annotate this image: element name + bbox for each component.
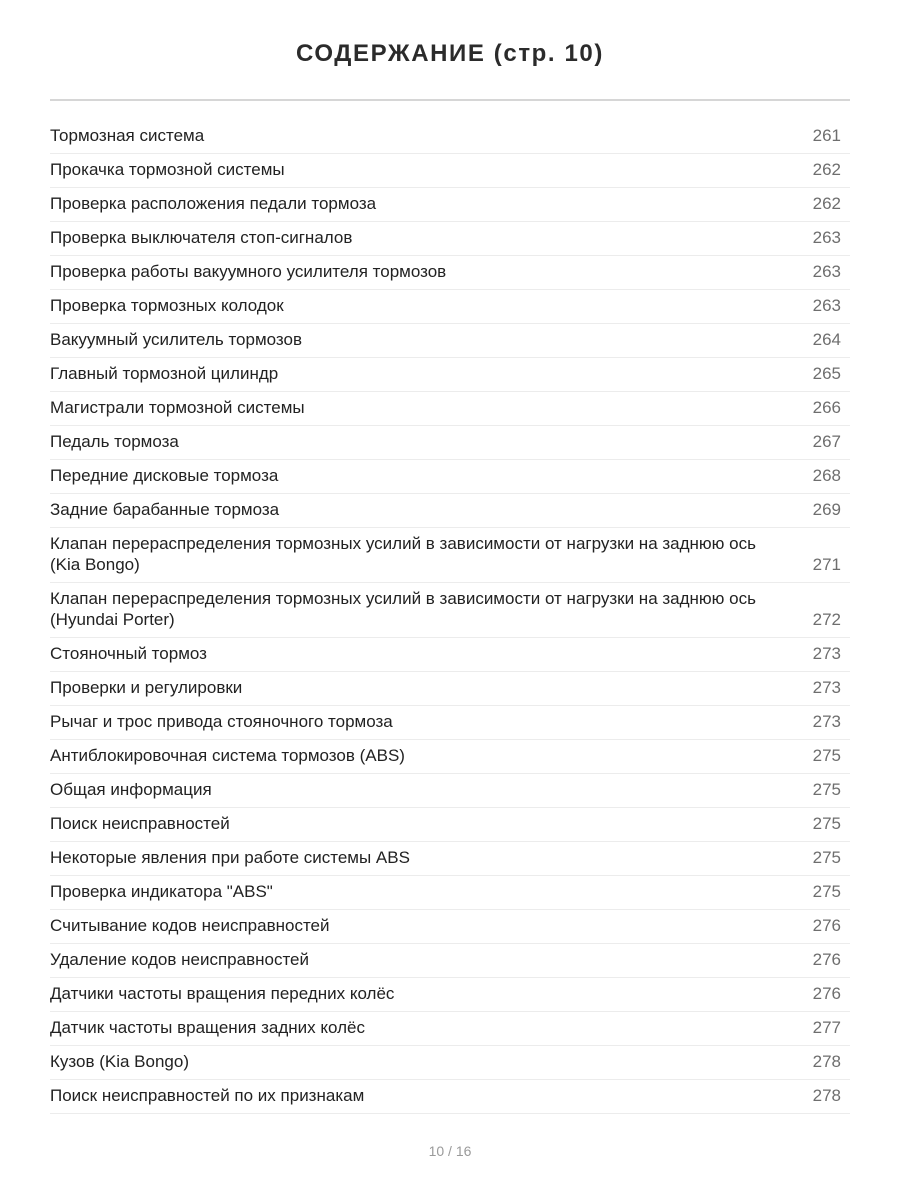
toc-entry[interactable] xyxy=(50,460,850,494)
toc-entry[interactable] xyxy=(50,672,850,706)
toc-entry-page: 263 xyxy=(812,262,841,281)
toc-entry-page: 275 xyxy=(812,848,841,867)
toc-entry[interactable] xyxy=(50,120,850,154)
toc-entry-page: 262 xyxy=(812,160,841,179)
toc-entry-title: Поиск неисправностей xyxy=(50,814,230,833)
toc-entry-title: Магистрали тормозной системы xyxy=(50,398,305,417)
toc-entry-title: Стояночный тормоз xyxy=(50,644,207,663)
toc-entry-title: Проверка расположения педали тормоза xyxy=(50,194,377,213)
toc-entry[interactable] xyxy=(50,188,850,222)
toc-entry[interactable] xyxy=(50,944,850,978)
toc-entry-title: Тормозная система xyxy=(50,126,205,145)
toc-entry[interactable] xyxy=(50,528,850,583)
toc-entry-title: Общая информация xyxy=(50,780,212,799)
toc-entry[interactable] xyxy=(50,740,850,774)
toc-entry[interactable] xyxy=(50,808,850,842)
toc-entry[interactable] xyxy=(50,583,850,638)
toc-entry[interactable] xyxy=(50,978,850,1012)
toc-entry[interactable] xyxy=(50,706,850,740)
toc-entry-title: Проверка индикатора "ABS" xyxy=(50,882,273,901)
toc-entry-title: Прокачка тормозной системы xyxy=(50,160,285,179)
toc-entry-page: 269 xyxy=(812,500,841,519)
toc-entry-page: 276 xyxy=(812,950,841,969)
toc-entry-page: 273 xyxy=(812,678,841,697)
toc-entry-title: Датчик частоты вращения задних колёс xyxy=(50,1018,365,1037)
toc-entry[interactable] xyxy=(50,324,850,358)
toc-entry[interactable] xyxy=(50,876,850,910)
toc-entry-title: Удаление кодов неисправностей xyxy=(50,950,309,969)
toc-entry-title: Датчики частоты вращения передних колёс xyxy=(50,984,395,1003)
toc-entry-page: 261 xyxy=(812,126,841,145)
toc-entry[interactable] xyxy=(50,1046,850,1080)
toc-entry[interactable] xyxy=(50,1012,850,1046)
toc-entry-title: Клапан перераспределения тормозных усилий в зависимости от нагрузки на заднюю ось (Kia Bongo) xyxy=(50,534,756,574)
toc-entry-page: 275 xyxy=(812,746,841,765)
toc-entry[interactable] xyxy=(50,222,850,256)
toc-entry[interactable] xyxy=(50,358,850,392)
page-title: СОДЕРЖАНИЕ (стр. 10) xyxy=(296,40,604,67)
toc-entry-page: 266 xyxy=(812,398,841,417)
toc-entry-title: Проверки и регулировки xyxy=(50,678,243,697)
toc-entry[interactable] xyxy=(50,638,850,672)
toc-entry-page: 278 xyxy=(812,1086,841,1105)
toc-entry[interactable] xyxy=(50,494,850,528)
toc-entry-page: 278 xyxy=(812,1052,841,1071)
toc-entry-page: 263 xyxy=(812,296,841,315)
toc-entry-page: 262 xyxy=(812,194,841,213)
page-indicator: 10 / 16 xyxy=(428,1143,472,1159)
toc-entry-title: Антиблокировочная система тормозов (ABS) xyxy=(50,746,405,765)
toc-entry[interactable] xyxy=(50,774,850,808)
toc-entry[interactable] xyxy=(50,426,850,460)
toc-entry-page: 275 xyxy=(812,780,841,799)
toc-entry-title: Некоторые явления при работе системы ABS xyxy=(50,848,410,867)
toc-entry-page: 277 xyxy=(812,1018,841,1037)
toc-entry[interactable] xyxy=(50,910,850,944)
toc-entry-page: 273 xyxy=(812,712,841,731)
toc-entry-page: 275 xyxy=(812,814,841,833)
toc-entry-page: 276 xyxy=(812,984,841,1003)
toc-entry-title: Передние дисковые тормоза xyxy=(50,466,279,485)
toc-entry-page: 265 xyxy=(812,364,841,383)
toc-entry-title: Проверка выключателя стоп-сигналов xyxy=(50,228,353,247)
toc-entry-title: Считывание кодов неисправностей xyxy=(50,916,330,935)
toc-entry-title: Кузов (Kia Bongo) xyxy=(50,1052,189,1071)
toc-entry-title: Задние барабанные тормоза xyxy=(50,500,280,519)
toc-entry-page: 263 xyxy=(812,228,841,247)
toc-entry-title: Проверка работы вакуумного усилителя тормозов xyxy=(50,262,447,281)
toc-entry-title: Рычаг и трос привода стояночного тормоза xyxy=(50,712,393,731)
table-of-contents xyxy=(50,120,850,1114)
title-divider xyxy=(50,99,850,101)
toc-entry[interactable] xyxy=(50,154,850,188)
toc-entry-page: 275 xyxy=(812,882,841,901)
toc-entry-title: Клапан перераспределения тормозных усилий в зависимости от нагрузки на заднюю ось (Hyundai Porter) xyxy=(50,589,756,629)
toc-entry-title: Поиск неисправностей по их признакам xyxy=(50,1086,365,1105)
toc-entry-page: 267 xyxy=(812,432,841,451)
toc-entry-title: Педаль тормоза xyxy=(50,432,179,451)
toc-entry-title: Главный тормозной цилиндр xyxy=(50,364,279,383)
toc-entry[interactable] xyxy=(50,392,850,426)
toc-entry[interactable] xyxy=(50,256,850,290)
toc-entry-page: 271 xyxy=(812,555,841,574)
toc-entry-page: 268 xyxy=(812,466,841,485)
toc-entry[interactable] xyxy=(50,842,850,876)
toc-entry-title: Вакуумный усилитель тормозов xyxy=(50,330,302,349)
toc-entry[interactable] xyxy=(50,1080,850,1114)
toc-entry-page: 272 xyxy=(812,610,841,629)
toc-entry-title: Проверка тормозных колодок xyxy=(50,296,284,315)
toc-entry[interactable] xyxy=(50,290,850,324)
toc-entry-page: 273 xyxy=(812,644,841,663)
toc-entry-page: 276 xyxy=(812,916,841,935)
toc-entry-page: 264 xyxy=(812,330,841,349)
